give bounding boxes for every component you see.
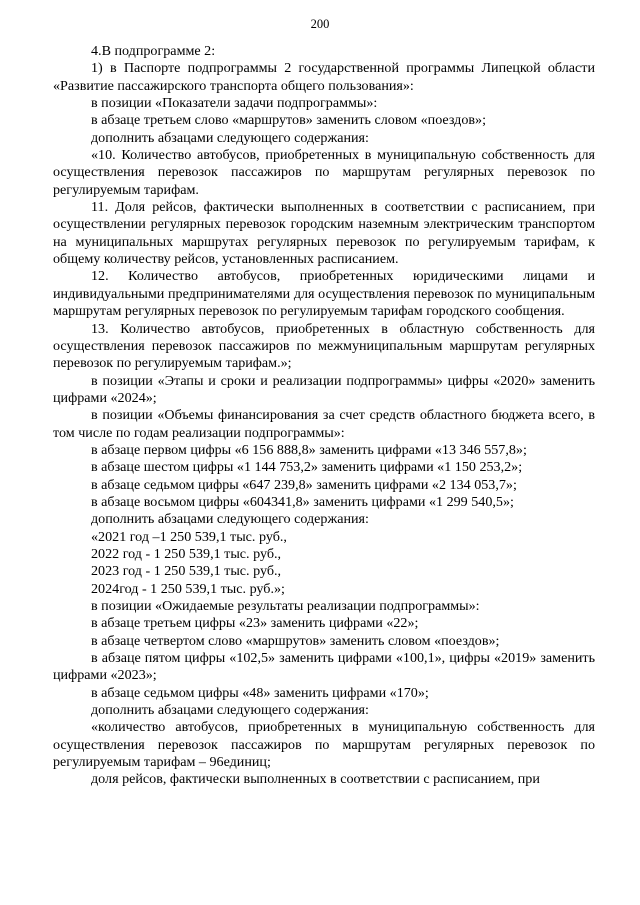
paragraph: в абзаце первом цифры «6 156 888,8» заменить цифрами «13 346 557,8»; (91, 441, 527, 458)
paragraph: в позиции «Показатели задачи подпрограммы»: (91, 95, 378, 112)
paragraph: в абзаце четвертом слово «маршрутов» заменить словом «поездов»; (91, 632, 500, 649)
paragraph: 1) в Паспорте подпрограммы 2 государственной программы Липецкой области «Развитие пассажирского транспорта общего пользования»: (53, 60, 595, 94)
paragraph: «количество автобусов, приобретенных в муниципальную собственность для осуществления перевозок пассажиров по маршрутам регулярных перевозок по регулируемым тарифам – 96единиц; (53, 719, 595, 771)
paragraph: «2021 год –1 250 539,1 тыс. руб., (91, 528, 287, 545)
paragraph: в абзаце седьмом цифры «48» заменить цифрами «170»; (91, 684, 429, 701)
paragraph: в позиции «Объемы финансирования за счет средств областного бюджета всего, в том числе по годам реализации подпрограммы»: (53, 407, 595, 441)
paragraph: 11. Доля рейсов, фактически выполненных в соответствии с расписанием, при осуществлении регулярных перевозок городским наземным электрическим транспортом на муниципальных маршрутах регулярных перевозок по регулируемым тарифам, к общему количеству рейсов, установленных расписанием. (53, 199, 595, 268)
paragraph: в абзаце пятом цифры «102,5» заменить цифрами «100,1», цифры «2019» заменить цифрами «2023»; (53, 650, 595, 684)
paragraph: 2023 год - 1 250 539,1 тыс. руб., (91, 563, 282, 580)
paragraph: «10. Количество автобусов, приобретенных в муниципальную собственность для осуществления перевозок пассажиров по маршрутам регулярных перевозок по регулируемым тарифам. (53, 147, 595, 198)
paragraph: 2022 год - 1 250 539,1 тыс. руб., (91, 545, 282, 562)
paragraph: в абзаце восьмом цифры «604341,8» заменить цифрами «1 299 540,5»; (91, 493, 514, 510)
paragraph: 4.В подпрограмме 2: (91, 43, 216, 59)
page-number: 200 (310, 17, 330, 31)
paragraph: в позиции «Этапы и сроки и реализации подпрограммы» цифры «2020» заменить цифрами «2024»; (53, 372, 595, 406)
paragraph: 2024год - 1 250 539,1 тыс. руб.»; (91, 580, 285, 597)
paragraph: в абзаце третьем слово «маршрутов» заменить словом «поездов»; (91, 112, 486, 129)
document-body (53, 43, 595, 789)
paragraph: в абзаце шестом цифры «1 144 753,2» заменить цифрами «1 150 253,2»; (91, 459, 523, 476)
paragraph: в абзаце седьмом цифры «647 239,8» заменить цифрами «2 134 053,7»; (91, 476, 517, 493)
paragraph: дополнить абзацами следующего содержания: (91, 511, 369, 528)
paragraph: 12. Количество автобусов, приобретенных юридическими лицами и индивидуальными предпринимателями для осуществления перевозок по муниципальным маршрутам регулярных перевозок по регулируемым тарифам городского сообщения. (53, 268, 595, 320)
paragraph: дополнить абзацами следующего содержания: (91, 129, 369, 146)
paragraph: 13. Количество автобусов, приобретенных в областную собственность для осуществления перевозок пассажиров по межмуниципальным маршрутам регулярных перевозок по регулируемым тарифам.»; (53, 320, 595, 372)
paragraph: в позиции «Ожидаемые результаты реализации подпрограммы»: (91, 598, 480, 614)
paragraph: в абзаце третьем цифры «23» заменить цифрами «22»; (91, 615, 419, 632)
paragraph: доля рейсов, фактически выполненных в соответствии с расписанием, при (91, 771, 540, 788)
paragraph: дополнить абзацами следующего содержания: (91, 702, 369, 719)
